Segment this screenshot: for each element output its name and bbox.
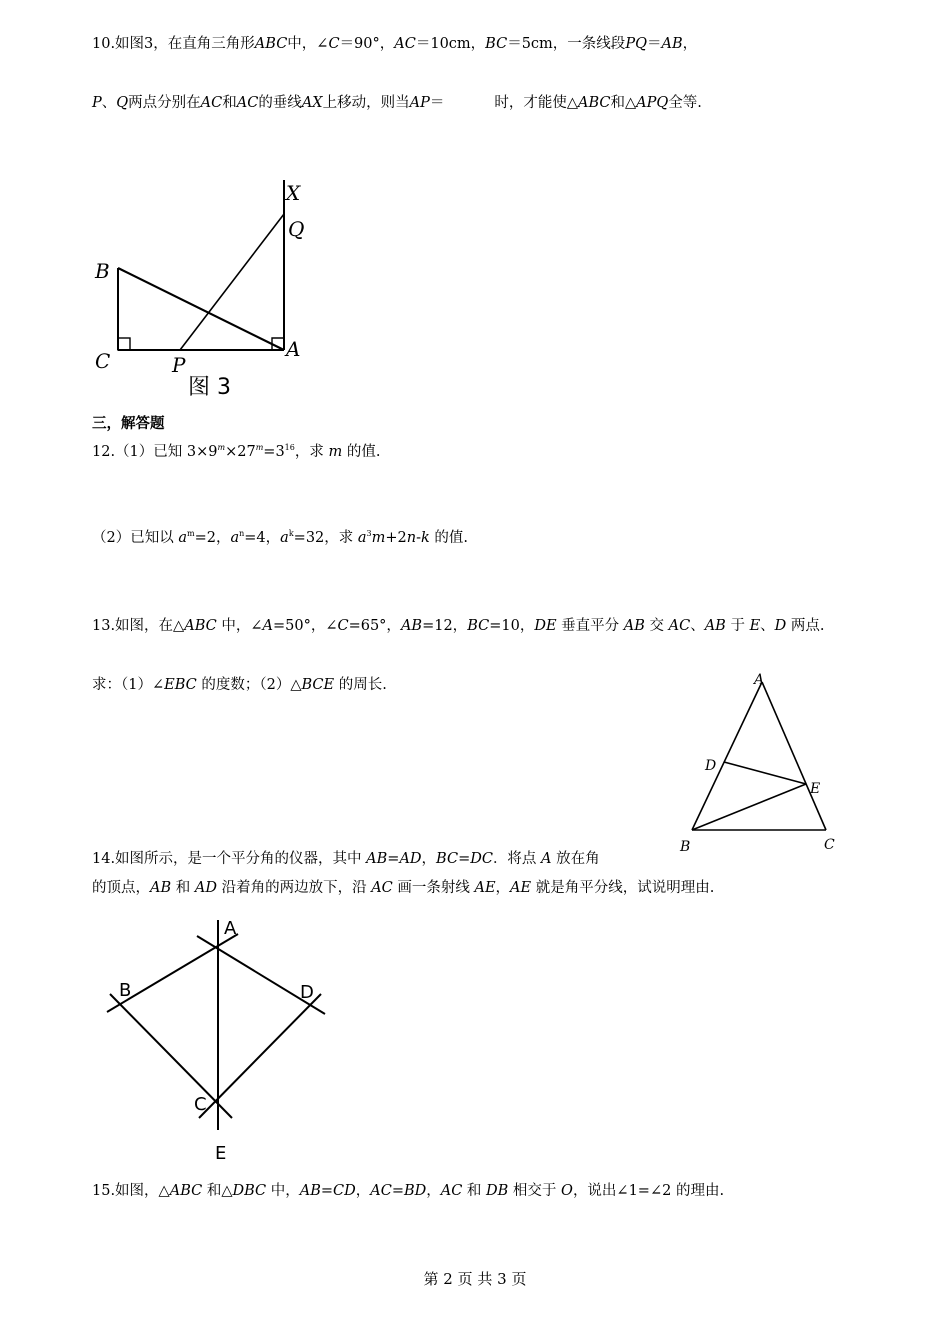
label-b: B [95, 259, 110, 283]
label-e: E [810, 781, 821, 797]
page-footer: 第 2 页 共 3 页 [423, 1270, 527, 1288]
figure-3-right-triangle [88, 172, 328, 404]
figure-q13-triangle [672, 668, 850, 860]
label-d: D [705, 758, 717, 774]
q10-line2: P、Q两点分别在AC和AC的垂线AX上移动，则当AP＝ 时，才能使△ABC和△APQ全等. [92, 95, 702, 111]
figure-q14-instrument [100, 908, 340, 1168]
label-e: E [215, 1143, 227, 1164]
section-title: 三，解答题 [92, 415, 165, 432]
label-c: C [95, 349, 111, 373]
q14-line2: 的顶点，AB 和 AD 沿着角的两边放下，沿 AC 画一条射线 AE，AE 就是角平分线，试说明理由. [92, 880, 715, 896]
label-a: A [286, 337, 301, 361]
q12-part2: （2）已知以 $a^m=2$，$a^n=4$，$a^k=32$，求 $a^3m+2n-k$ 的值. [92, 529, 469, 546]
figure-caption: 图 3 [188, 375, 231, 400]
label-p: P [172, 353, 186, 377]
q14-line1: 14.如图所示，是一个平分角的仪器，其中 AB=AD，BC=DC．将点 A 放在角 [92, 851, 600, 867]
label-a: A [224, 918, 237, 939]
label-c: C [194, 1094, 207, 1115]
label-b: B [119, 980, 132, 1001]
label-d: D [300, 982, 314, 1003]
q13-line2: 求：（1）∠EBC 的度数；（2）△BCE 的周长. [92, 677, 387, 693]
label-x: X [286, 181, 301, 205]
q10-line1: 10.如图3，在直角三角形ABC中，∠C＝90°，AC＝10cm，BC＝5cm，一条线段PQ＝AB， [92, 36, 698, 52]
q12-part1: 12.（1）已知 $3\times 9^m\times 27^m=3^{16}$，求 m 的值. [92, 443, 381, 460]
label-b: B [680, 839, 691, 855]
label-a: A [754, 672, 765, 688]
q15-line1: 15.如图，△ABC 和△DBC 中，AB=CD，AC=BD，AC 和 DB 相交于 O，说出∠1=∠2 的理由. [92, 1183, 725, 1199]
label-q: Q [288, 217, 305, 241]
label-c: C [824, 837, 835, 853]
q13-line1: 13.如图，在△ABC 中，∠A=50°，∠C=65°，AB=12，BC=10，DE 垂直平分 AB 交 AC、AB 于 E、D 两点. [92, 618, 825, 634]
